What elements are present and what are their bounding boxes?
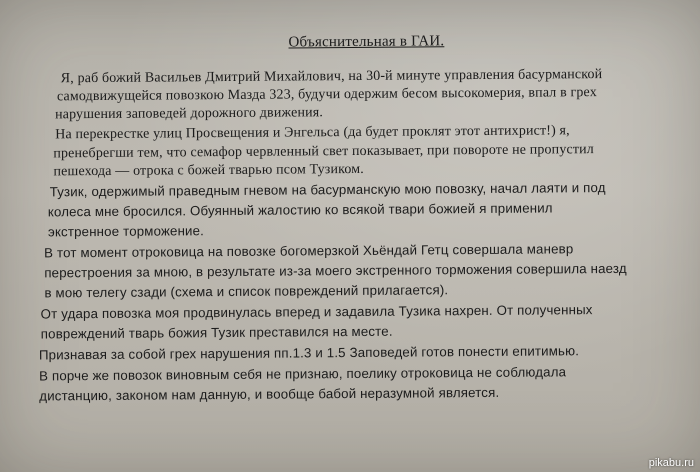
text-line: Признавая за собой грех нарушения пп.1.3 и 1.5 Заповедей готов понести епитимью. [38,343,580,363]
text-line: дистанцию, законом нам данную, и вообще бабой неразумной является. [39,384,500,404]
text-line: Я, раб божий Васильев Дмитрий Михайлович, на 30-й минуте управления басурманской [60,67,603,87]
text-line: колеса мне бросился. Обуянный жалостию ко всякой твари божией я применил [47,200,553,220]
text-line: От удара повозка моя продвинулась вперед и задавила Тузика нахрен. От полученных [40,302,593,322]
text-line: в мою телегу сзади (схема и список повреждений прилагается). [44,282,449,301]
site-watermark: pikabu.ru [648,457,694,469]
text-line: На перекрестке улиц Просвещения и Энгельса (да будет проклят этот антихрист!) я, [55,123,570,143]
explanatory-note-sheet [26,11,679,456]
text-line: экстренное торможение. [47,223,205,240]
text-line: нарушения заповедей дорожного движения. [54,105,324,123]
text-line: пренебрегши тем, что семафор червленный свет показывает, при повороте не пропустил [53,142,594,162]
text-line: пешехода — отрока с божей тварью псом Тузиком. [53,161,364,180]
text-line: В порче же повозок виновным себя не признаю, поелику отроковица не соблюдала [39,364,567,384]
text-line: Тузик, одержимый праведным гневом на басурманскую мою повозку, начал лаяти и под [49,180,606,200]
text-line: перестроения за мною, в результате из-за моего экстренного торможения совершила наезд [44,260,627,281]
text-line: самодвижущейся повозкою Мазда 323, будучи одержим бесом высокомерия, впал в грех [56,85,597,105]
text-line: В тот момент отроковица на повозке богомерзкой Хьёндай Гетц совершала маневр [44,241,574,261]
text-line: повреждений тварь божия Тузик преставился на месте. [40,323,393,342]
document-title: Объяснительная в ГАИ. [288,33,445,51]
